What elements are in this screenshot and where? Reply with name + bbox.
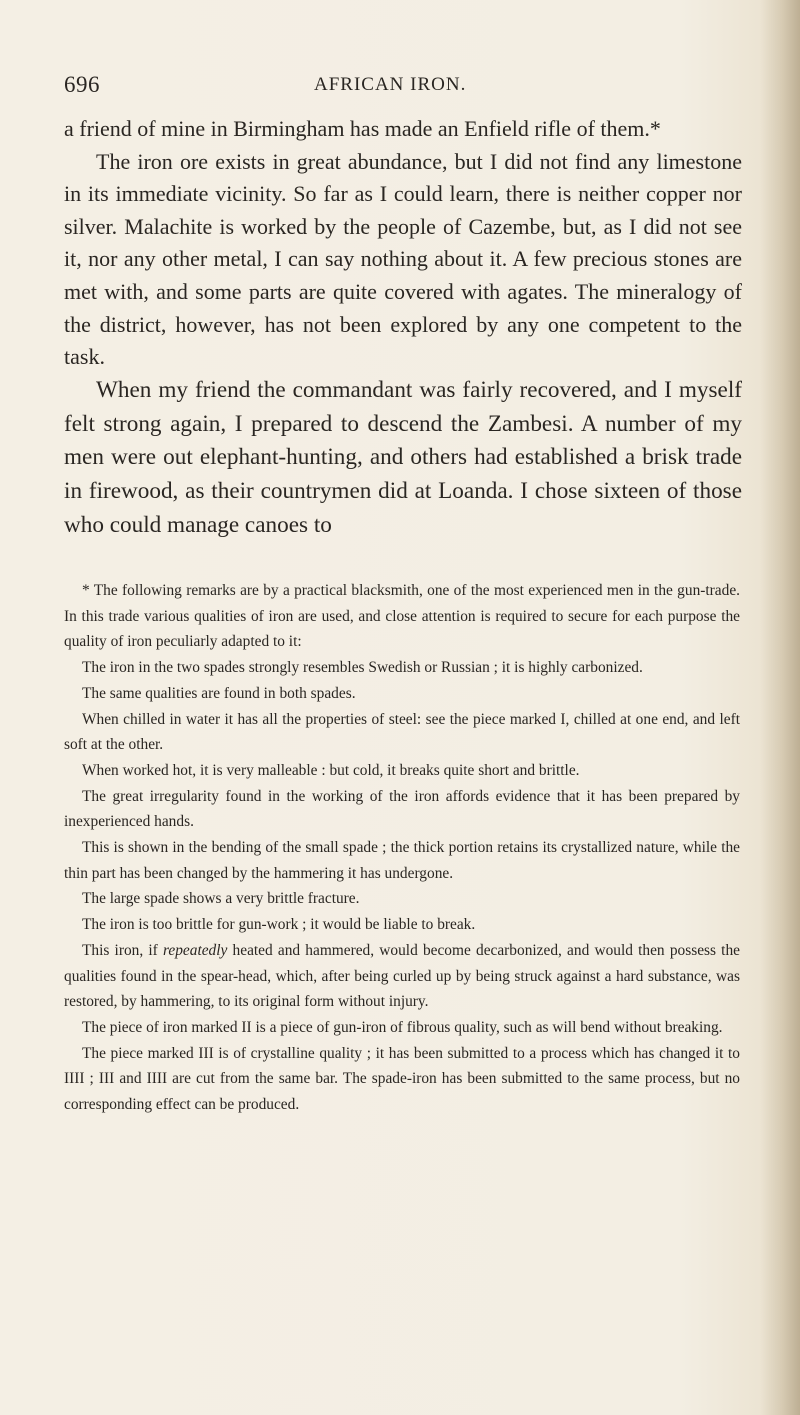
footnote-paragraph: The iron in the two spades strongly resembles Swedish or Russian ; it is highly carbonized.	[82, 659, 643, 677]
page-edge-stain	[760, 0, 800, 1415]
footnote-text: This iron, if	[82, 941, 163, 959]
paragraph-iron-ore: The iron ore exists in great abundance, but I did not find any limestone in its immediate vicinity. So far as I could learn, there is neither copper nor silver. Malachite is worked by the people of Cazembe, but, as I did not see it, nor any other metal, I can say nothing about it. A few precious stones are met with, and some parts are quite covered with agates. The mineralogy of the district, however, has not been explored by any one competent to the task.	[64, 148, 742, 370]
footnote-paragraph: The piece of iron marked II is a piece of gun-iron of fibrous quality, such as will bend without breaking.	[82, 1018, 723, 1036]
paragraph-commandant: When my friend the commandant was fairly recovered, and I myself felt strong again, I prepared to descend the Zambesi. A number of my men were out elephant-hunting, and others had established a brisk trade in firewood, as their countrymen did at Loanda. I chose sixteen of those who could manage canoes to	[64, 376, 742, 538]
footnote-text: heated and hammered, would become decarbonized, and would then possess the qualities found in the spear-head, which, after being curled up by being struck against a hard substance, was restored, by hammering, to its original form without injury.	[64, 941, 740, 1011]
footnote-paragraph: When worked hot, it is very malleable : but cold, it breaks quite short and brittle.	[82, 761, 580, 779]
footnote-paragraph: When chilled in water it has all the properties of steel: see the piece marked I, chilled at one end, and left soft at the other.	[64, 710, 740, 754]
footnote-block	[64, 578, 740, 1118]
main-text	[64, 113, 742, 543]
footnote-paragraph: The piece marked III is of crystalline quality ; it has been submitted to a process which has changed it to IIII ; III and IIII are cut from the same bar. The spade-iron has been submitted to the same process, but no corresponding effect can be produced.	[64, 1044, 740, 1114]
footnote-paragraph-repeatedly	[64, 938, 740, 1015]
running-head: AFRICAN IRON.	[314, 74, 467, 95]
page-number: 696	[64, 72, 100, 97]
emphasis-text: repeatedly	[162, 941, 228, 959]
footnote-paragraph: The iron is too brittle for gun-work ; it would be liable to break.	[82, 916, 476, 934]
paragraph-continuation: a friend of mine in Birmingham has made an Enfield rifle of them.*	[64, 116, 661, 141]
footnote-intro: * The following remarks are by a practical blacksmith, one of the most experienced men in the gun-trade. In this trade various qualities of iron are used, and close attention is required to secure for each purpose the quality of iron peculiarly adapted to it:	[64, 582, 740, 651]
footnote-paragraph: The same qualities are found in both spades.	[82, 684, 356, 702]
page-header	[64, 72, 704, 102]
footnote-paragraph: The large spade shows a very brittle fracture.	[82, 890, 360, 908]
footnote-paragraph: This is shown in the bending of the small spade ; the thick portion retains its crystallized nature, while the thin part has been changed by the hammering it has undergone.	[64, 839, 740, 882]
footnote-paragraph: The great irregularity found in the working of the iron affords evidence that it has been prepared by inexperienced hands.	[64, 787, 740, 831]
